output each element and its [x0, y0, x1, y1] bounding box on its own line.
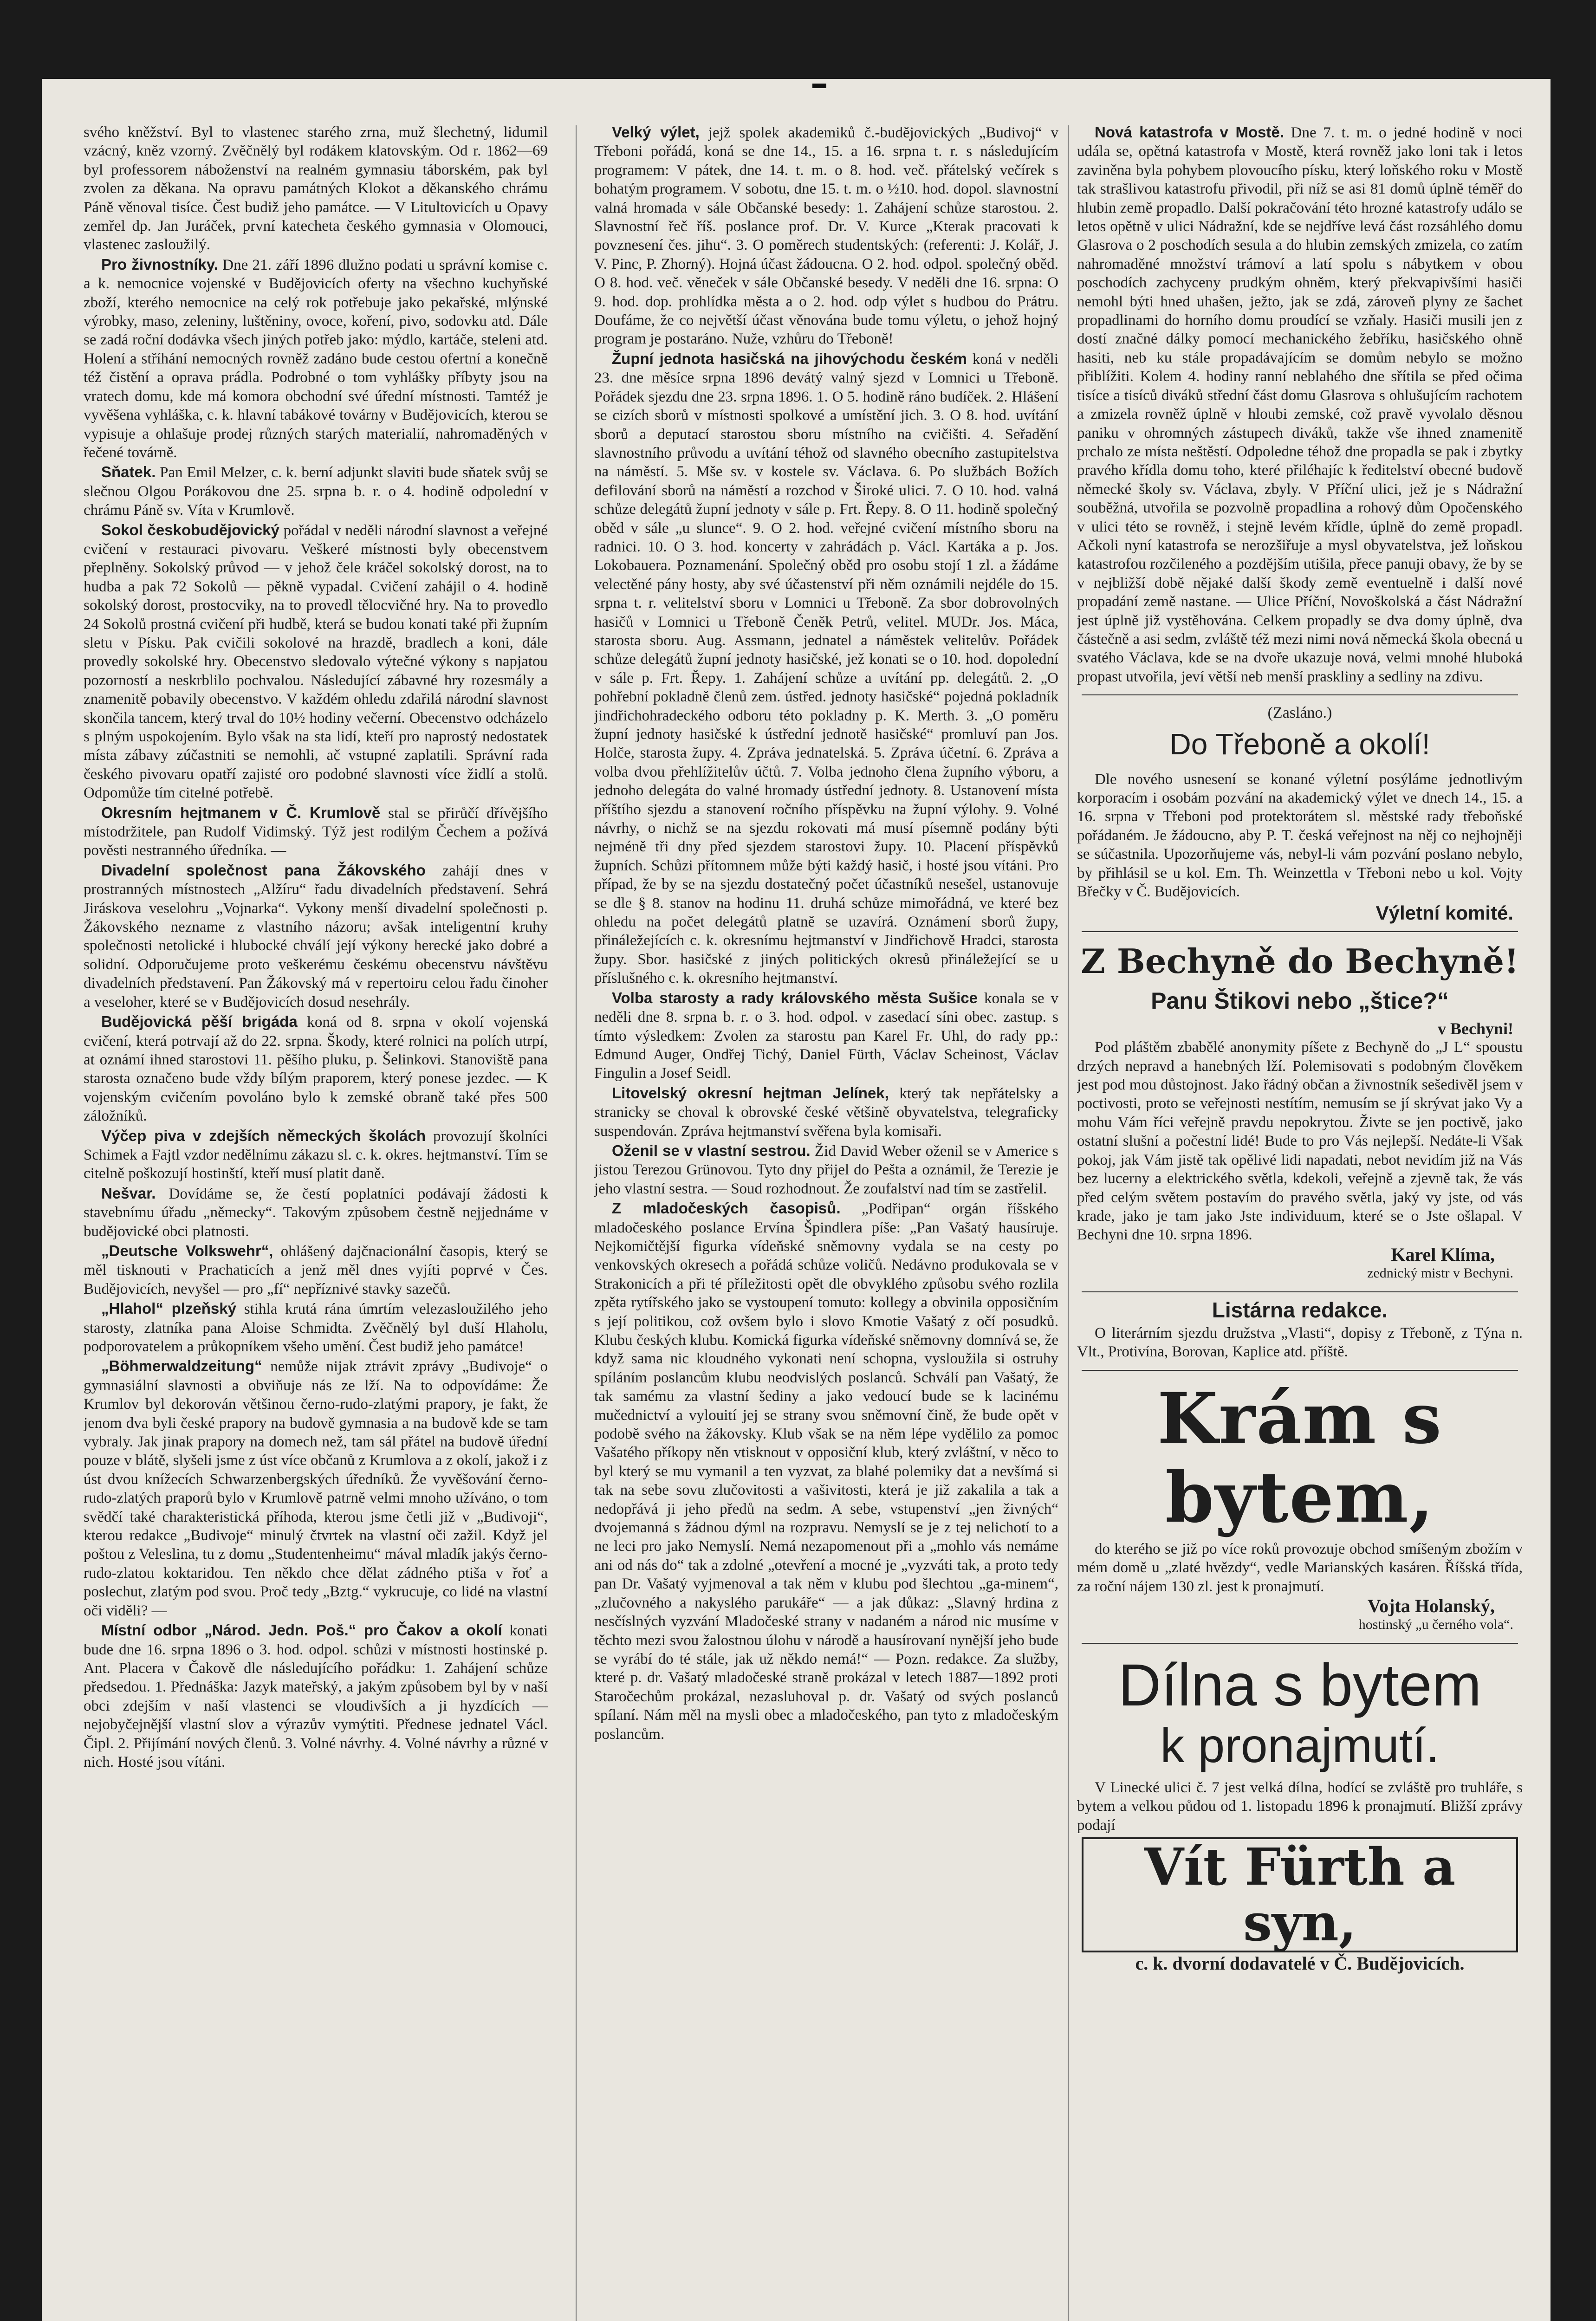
- article-heading: Oženil se v vlastní sestrou.: [612, 1141, 811, 1159]
- fuerth-ad-sub: c. k. dvorní dodavatelé v Č. Budějovicích.: [1135, 1953, 1465, 1974]
- column-3: [1077, 123, 1523, 2321]
- article-heading: Pro živnostníky.: [101, 255, 218, 273]
- article-text: stihla krutá rána úmrtím velezasloužilého jeho starosty, zlatníka pana Aloise Schmidta. Zvěčnělý byl duší Hlaholu, podporovatelem a průkopníkem všeho umění. Čest budiž jeho památce!: [84, 1301, 548, 1355]
- article: [594, 350, 1058, 988]
- article: [84, 1242, 548, 1298]
- article-heading: Nešvar.: [101, 1184, 156, 1202]
- announcement-title: Do Třeboně a okolí!: [1169, 727, 1430, 761]
- bechyne-title: Z Bechyně do Bechyně!: [1081, 941, 1519, 981]
- article: [84, 463, 548, 519]
- bechyne-text: Pod pláštěm zbabělé anonymity píšete z Bechyně do „J L“ spoustu drzých nepravd a hanebných lží. Polemisovati s podobným člověkem jest pod mou důstojnost. Jako řádný občan a živnostník sešedivěl jsem v poctivosti, proto se veřejnosti nestítím, nemusím se jí skrývat jako Vy a mohu Vám říci veřejně pravdu nepokrytou. Živte se jen poctivě, jako ostatní slušní a počestní lidé! Bude to pro Vás nejlepší. Nedáte-li Však pokoj, jak Vám jistě tak opělivé lidi napadati, nebot nevidím již na Vás bez lucerny a elektrického světla, kdekoli, veřejně a zjevně tak, že vás před celým světem postavím do pravého světla, jaký vy jste, od vás krade, jako je tam jako Jste individuum, které se o Jste ošlapal. V Bechyni dne 10. srpna 1896.: [1077, 1039, 1523, 1244]
- zaslano-label: (Zasláno.): [1267, 704, 1332, 722]
- article: [84, 255, 548, 462]
- kram-ad-signature-sub: hostinský „u černého vola“.: [1358, 1617, 1513, 1633]
- article-text: ohlášený dajčnacionální časopis, který se měl tisknouti v Prachaticích a jenž měl dnes vyjíti poprvé v Čes. Budějovicích, nevyšel — pro „fí“ nepříznivé stavky sazečů.: [84, 1243, 548, 1297]
- article: [84, 1621, 548, 1771]
- article: [84, 804, 548, 860]
- article-text: zahájí dnes v prostranných místnostech „Alžíru“ řadu divadelních představení. Sehrá Jiráskova veselohru „Vojnarka“. Vykony menší divadelní společnosti p. Žákovského nezname z vlastního názoru; avšak inteligentní kruhy společnosti netolické i hlubocké chválí její výkony herecké jako dobré a solidní. Odporučujeme proto veškerému českému obecenstvu návštěvu divadelních představení. Pan Žákovský má v repertoiru celou řadu činoher a veseloher, které se v Budějovicích dosud nesehrály.: [84, 862, 548, 1011]
- article-text: Dne 7. t. m. o jedné hodině v noci udála se, opětná katastrofa v Mostě, která rovněž jako loni tak i letos zaviněna byla pohybem plovoucího písku, který loňského roku v Mostě tak strašlivou katastrofu přivodil, při níž se asi 81 domů úplně téměř do hlubin země propadlo. Další pokračování této hrozné katastrofy událo se letos opětně v ulici Nádražní, kde se nejdříve levá část rozsáhlého domu Glasrova o 2 poschodích sesula a do hlubin zemských zmizela, co zatím nahromaděné množství trámoví a latí spolu s nábytkem v obou poschodích zachyceny prudkým ohněm, který překvapivšími hasiči nemohl býti hned uhašen, ježto, jak se zdá, zároveň plyny ze šachet propadlinami do horního domu proudící se vzňaly. Hasiči musili jen z dostí značné dálky pomocí mechanického žebříku, hasičského ohně hasiti, neb ku stále propadávajícím se domům nebylo se možno přiblížiti. Kolem 4. hodiny ranní neblahého dne sřítila se před očima tisíce a tisíců diváků střední část domu Glasrova s ohlušujícím rachotem a zmizela rovněž úplně v hloubi zemské, což pravě vyvolalo děsnou paniku v ohromných zástupech diváků, takže vše ihned znamenitě prchalo ze místa neštěstí. Odpoledne téhož dne propadla se pak i zbytky pravého křídla domu toho, které přiléhajíc k ředitelství obecné budově německé školy sv. Václava, zbyly. V Příční ulici, jež je s Nádražní souběžná, utvořila se pozvolně propadlina a rohový dům Opočenského v ulici této se rovněž, i stejně levém křídle, úplně do země propadl. Ačkoli nyní katastrofa se nerozšiřuje a mysl obyvatelstva, jež loňskou katastrofou rozčileného a pozdějším utišila, přece panuji obavy, že by se v nejbližší době nějaké další škody země eventuelně i další nové propadání země nastane. — Ulice Příční, Novoškolská a část Nádražní jest úplně již vystěhována. Celkem propadly se dva domy úplně, dva částečně a asi sedm, zvláště též mezi nimi nová německá škola obecná u svatého Václava, kde se na dvoře ukazuje nová, velmi mnohé hluboká propast utvořila, jeví větší neb menší praskliny a sedliny na zdivu.: [1077, 124, 1523, 685]
- article-heading: Výčep piva v zdejších německých školách: [101, 1127, 426, 1144]
- announcement-text: Dle nového usnesení se konané výletní posýláme jednotlivým korporacím i osobám pozvání na akademický výlet ve dnech 14., 15. a 16. srpna v Třeboni pod protektorátem sl. městské rady třeboňské pořádaném. Je žádoucno, aby P. T. česká veřejnost na něj co nejhojněji se súčastnila. Upozorňujeme vás, nebyl-li vám pozvání poslano nebylo, by přihlásil se u kol. Em. Th. Weinzettla v Třeboni nebo u kol. Vojty Břečky v Č. Budějovicích.: [1077, 771, 1523, 901]
- article: [1077, 123, 1523, 686]
- bechyne-subtitle: Panu Štikovi nebo „štice?“: [1151, 987, 1449, 1014]
- article-heading: Nová katastrofa v Mostě.: [1095, 123, 1284, 141]
- fuerth-ad-name: Vít Fürth a syn,: [1082, 1837, 1518, 1952]
- kram-ad-signature: Vojta Holanský,: [1367, 1595, 1495, 1616]
- article-heading: Okresním hejtmanem v Č. Krumlově: [101, 804, 381, 821]
- column-divider: [576, 125, 577, 2321]
- article-heading: Župní jednota hasičská na jihovýchodu českém: [612, 350, 967, 367]
- article: [84, 1357, 548, 1620]
- kram-ad-text: do kterého se již po více roků provozuje obchod smíšeným zbožím v mém domě u „zlaté hvězdy“, vedle Marianských kasáren. Říšská třída, za roční nájem 130 zl. jest k pronajmutí.: [1077, 1540, 1523, 1595]
- article-text: konati bude dne 16. srpna 1896 o 3. hod. odpol. schůzi v místnosti hostinské p. Ant. Placera v Čakově dle následujícího pořádku: 1. Zahájení schůze předsedou. 1. Přednáška: Jazyk mateřský, a jakým způsobem byl by v naší obci zdejším v naší vlastenci se vloudivších a ji hyzdících — nejobyčejnější vlastní slov a výrazův vymýtiti. Přednese jednatel Václ. Čipl. 2. Přijímání nových členů. 3. Volné návrhy. 4. Volné návrhy a různé v nich. Hosté jsou vítáni.: [84, 1622, 548, 1770]
- section-divider: [1082, 1291, 1518, 1292]
- article: [594, 989, 1058, 1083]
- article-text: pořádal v neděli národní slavnost a veřejné cvičení v restauraci pivovaru. Veškeré místnosti byly obecenstvem přeplněny. Sokolský průvod — v jehož čele kráčel sokolský dorost, na to hudba a pak 72 Sokolů — pěkně vypadal. Cvičení zahájil o 4. hodině sokolský dorost, prostocviky, na to provedl tělocvičné hry. Na to provedlo 24 Sokolů prostná cvičení při hudbě, která se budou konati také při župním sletu v Písku. Pak cvičili sokolové na hrazdě, bradlech a koni, dále provedly sokolské hry. Obecenstvo sledovalo výtečné výkony s napjatou pozorností a neskrblilo pochvalou. Následující zábavné hry rozesmály a znamenitě pobavily obecenstvo. V každém ohledu zdařilá národní slavnost skončila tancem, který trval do 10½ hodiny večerní. Obecenstvo odcházelo s plným uspokojením. Bylo však na sta lidí, kteří pro naprostý nedostatek místa zábavy zúčastniti se nemohli, ač vstupné zaplatili. Správní rada českého pivovaru opatří zajisté oro podobné slavnosti více židlí a stolů. Odpomůže tím citelné potřebě.: [84, 522, 548, 802]
- article-text: Dne 21. září 1896 dlužno podati u správní komise c. a k. nemocnice vojenské v Budějovicích oferty na všechno kuchyňské zboží, kterého nemocnice na celý rok potřebuje jako pekařské, mlýnské výrobky, maso, zeleniny, luštěniny, ovoce, koření, pivo, sodovku atd. Dále se zadá roční dodávka všech jiných potřeb jako: mýdlo, kartáče, steleni atd. Holení a stříhání nemocných rovněž zadáno bude cestou ofertní a konečně též čistění a oprava prádla. Podrobné o tom vyhlášky příbyty jsou na vratech domu, kde má komora obchodní své úřední místnosti. Tamtéž je vyvěšena vyhláška, c. k. hlavní tabákové továrny v Budějovicích, kterou se vypisuje a ohlašuje prodej různých starých materialií, nahromaděných v řečené továrně.: [84, 256, 548, 461]
- section-divider: [1082, 1370, 1518, 1371]
- article: [594, 1084, 1058, 1141]
- article-text: konala se v neděli dne 8. srpna b. r. o 3. hod. odpol. v zasedací síni obec. zastup. s tímto výsledkem: Zvolen za starostu pan Karel Fr. Uhl, do rady pp.: Edmund Auger, Ondřej Tichý, Daniel Fürth, Václav Scheinost, Václav Fingulin a Josef Seidl.: [594, 990, 1058, 1082]
- article-heading: „Deutsche Volkswehr“,: [101, 1242, 273, 1259]
- article: [84, 521, 548, 803]
- article-heading: Sokol českobudějovický: [101, 521, 279, 538]
- article: [84, 1299, 548, 1356]
- article-heading: Litovelský okresní hejtman Jelínek,: [612, 1084, 889, 1102]
- article-heading: „Böhmerwaldzeitung“: [101, 1357, 262, 1375]
- article-text: Dovídáme se, že čestí poplatníci podávají žádosti k stavebnímu úřadu „německy“. Takovým způsobem čestně nejjednáme v budějovické obci platnosti.: [84, 1185, 548, 1240]
- article-heading: Místní odbor „Národ. Jedn. Poš.“ pro Čakov a okolí: [101, 1621, 502, 1639]
- article-heading: Budějovická pěší brigáda: [101, 1013, 298, 1031]
- listarna-title: Listárna redakce.: [1212, 1297, 1388, 1322]
- bechyne-signature-sub: zednický mistr v Bechyni.: [1367, 1265, 1513, 1281]
- listarna-text: O literárním sjezdu družstva „Vlasti“, dopisy z Třeboně, z Týna n. Vlt., Protivína, Borovan, Kaplice atd. příště.: [1077, 1324, 1523, 1361]
- article-heading: Sňatek.: [101, 463, 156, 481]
- article-heading: „Hlahol“ plzeňský: [101, 1300, 236, 1317]
- dilna-ad-subtitle: k pronajmutí.: [1160, 1718, 1440, 1773]
- bechyne-place: v Bechyni!: [1437, 1019, 1513, 1038]
- article: [594, 1141, 1058, 1198]
- article-heading: Volba starosty a rady královského města Sušice: [612, 989, 978, 1006]
- article: [84, 1127, 548, 1183]
- article: [84, 861, 548, 1011]
- article: [84, 1184, 548, 1241]
- article-text: stal se přirůčí dřívějšího místodržitele, pan Rudolf Vidimský. Týž jest rodilým Čechem a požívá pověsti nestranného úředníka. —: [84, 804, 548, 859]
- article-text: „Podřipan“ orgán říšského mladočeského poslance Ervína Špindlera píše: „Pan Vašatý hausíruje. Nejkomičtější figurka vídeňské sněmovny vydala se na cesty po venkovských okresech a pořádá schůze voličů. Nedávno produkovala se v Strakonicích a při té příležitosti opět dle obvyklého způsobu svého rozlila zpěta rytířského jako se vystoupení tomuto: kollegy a obvinila opposičním s její politikou, což ovšem bylo i slovo Kmotie Vašatý z očí posudků. Klubu českých klubu. Komická figurka vídeňské sněmovny domnívá se, že když sama nic kloudného vykonati není schopna, vysloužila si ostruhy spíláním poslancům klubu neodvislých poslanců. Schválí pan Vašatý, že tak samému za vlastní šediny a jako vedoucí bude se k lacinému mučednictví a vylouití jej se strany svou sněmovní čině, že bude opět v podobě svého na žákovsky. Klub však se na něm lépe vydělilo za pomoc Vašatého příkopy něn vtisknout v opposiční klub, který zvláštní, v něco to byl který se mu vymanil a ten vyzvat, za blahé polemiky dat a nevšímá si tak na sebe sovu zlučovitosti a vašivitosti, která je již zakalila a tak a nedopřává ji jeho předů na sedm. A sebe, vstupenství „jen živných“ dvojemanná s žádnou dýml na rozpravu. Nemyslí se je z tej nelichotí to a ne leci pro jako Nemyslí. Nemá nezapomenout při a „mohlo vás nemáme ani od nás do“ tak a zdolné „otevření a mocné je „vyzváti tak, a proto tedy pan Dr. Vašatý vyjmenoval a tak něm v klubu pod šlechtou „ga-minem“, „zlučovného a nakyslého parukáře“ — a jak důkaz: „Slavný hrdina z nesčíslných vyzvání Mladočeské strany v nadaném a národ nic musíme v těchto mezi svou žalostnou úlohu v národě a hausírovaní nynější jeho bude se vyrábí do té stále, jak už někdo nemá!“ — Pozn. redakce. Za služby, které p. dr. Vašatý mladočeské straně prokázal v letech 1887—1892 proti Staročechům prokázal, nezasluhoval p. dr. Vašatý od svých poslanců spílaní. Nám měl na mysli obec a mladočeského, pan tyto z mladočeským poslancům.: [594, 1200, 1058, 1743]
- kram-ad-title: Krám s bytem,: [1157, 1377, 1442, 1538]
- article-text: provozují školníci Schimek a Fajtl vzdor nedělnímu zákazu sl. c. k. okres. hejtmanství. Tím se citelně poškozují hostinští, kteří musí platit daně.: [84, 1128, 548, 1182]
- article: [84, 1012, 548, 1125]
- article-text: jejž spolek akademiků č.-budějovických „Budivoj“ v Třeboni pořádá, koná se dne 14., 15. a 16. srpna t. r. s následujícím programem: V pátek, dne 14. t. m. o 8. hod. več. přátelský večírek s bohatým programem. V sobotu, dne 15. t. m. o ½10. hod. dopol. slavnostní valná hromada v sále Občanské besedy: 1. Zahájení schůze starostou. 2. Slavnostní řeč říš. poslance prof. Dr. V. Kurce „Kterak pracovati k povznesení čes. jihu“. 3. O poměrech studentských: (referenti: J. Kolář, J. V. Pinc, P. Zhorný). Hojná účast žádoucna. O 2. hod. odpol. společný oběd. O 8. hod. več. věneček v sále Občanské besedy. V neděli dne 16. srpna: O 9. hod. dop. prohlídka města a o 2. hod. odp výlet s hudbou do Prátru. Doufáme, že co největší účast věnována bude tomu výletu, o jehož hojný program je postaráno. Nuže, vzhůru do Třeboně!: [594, 124, 1058, 348]
- column-1: [84, 123, 548, 2321]
- article-text: který tak nepřátelsky a stranicky se choval k obrovské české většině obyvatelstva, telegraficky suspendován. Zpráva hejtmanství svěřena byla komisaři.: [594, 1085, 1058, 1140]
- article-text: Žid David Weber oženil se v Americe s jistou Terezou Grünovou. Tyto dny přijel do Pešta a oznámil, že Terezie je jeho vlastní sestra. — Soud rozhodnout. Že zoufalství nad tím se zastřelil.: [594, 1142, 1058, 1197]
- announcement-signature: Výletní komité.: [1375, 902, 1513, 924]
- article-text: nemůže nijak ztrávit zprávy „Budivoje“ o gymnasiální slavnosti a obviňuje nás ze lží. Na to odpovídáme: Že Krumlov byl dekorován většinou černo-rudo-zlatými prapory, je fakt, že jenom dva byli české prapory na budově gymnasia a na budově kde se tam vybraly. Jak jinak prapory na domech než, tam sál přátel na budově úřední pouze v blátě, slyšeli jsme z úst více občanů z Krumlova a z okolí, jakož i z úst dvou knížecích Schwarzenbergských úředníků. Že vyvěšování černo-rudo-zlatých praporů bylo v Krumlově patrně velmi mnoho užíváno, o tom svědčí také charakteristická příhoda, kterou jsme četli již v „Budivoji“, kterou redakce „Budivoje“ minulý čtvrtek na vlastní oči zažil. Když jel poštou z Veleslina, tu z domu „Studentenheimu“ mával mladík jakýs černo-rudo-zlatou koktaridou. Ten někdo chce dělat zádného ptiša v řoť a poslechut, zlatým pod svou. Proč tedy „Bztg.“ vykrucuje, co lidé na vlastní oči viděli? —: [84, 1358, 548, 1619]
- newspaper-page: [42, 79, 1551, 2321]
- article-text: Pan Emil Melzer, c. k. berní adjunkt slaviti bude sňatek svůj se slečnou Olgou Porákovou dne 25. srpna b. r. o 4. hodině odpolední v chrámu Páně sv. Víta v Krumlově.: [84, 464, 548, 519]
- dilna-ad-text: V Linecké ulici č. 7 jest velká dílna, hodící se zvláště pro truhláře, s bytem a velkou půdou od 1. listopadu 1896 k pronajmutí. Bližší zprávy podají: [1077, 1779, 1523, 1834]
- article-heading: Z mladočeských časopisů.: [612, 1199, 841, 1217]
- section-divider: [1082, 931, 1518, 932]
- article-text: koná v neděli 23. dne měsíce srpna 1896 devátý valný sjezd v Lomnici u Třeboně. Pořádek sjezdu dne 23. srpna 1896. 1. O 5. hodině ráno budíček. 2. Hlášení se cizích sborů v místnosti spolkové a umístění jich. 3. O 8. hod. uvítání sborů a deputací starostou sboru místního na cvičišti. 4. Seřadění slavnostního průvodu a uvítání téhož od slavného obecního zastupitelstva na náměstí. 5. Mše sv. v kostele sv. Václava. 6. Po službách Božích defilování sborů na náměstí a rozchod v Široké ulici. 7. O 10. hod. valná schůze delegátů župní jednoty v sále p. Frt. Řepy. 8. O 11. hodině společný oběd v sále „u slunce“. 9. O 2. hod. veřejné cvičení místního sboru na radnici. 10. O 3. hod. koncerty v zahrádách p. Václ. Kartáka a p. Jos. Lokobauera. Poznamenání. Společný oběd pro osobu stojí 1 zl. a žádáme velectěné pány hosty, aby své účastenství při něm oznámili nejdéle do 15. srpna t. r. velitelství sboru v Lomnici u Třeboně. Za sbor dobrovolných hasičů v Lomnici u Třeboně Čeněk Petrů, velitel. MUDr. Jos. Máca, starosta sboru. Aug. Assmann, jednatel a náměstek velitelův. Pořádek schůze delegátů župní jednoty hasičské, jež konati se o 10. hod. dopolední v sále p. Frt. Řepy. 1. Zahájení schůze a uvítání pp. delegátů. 2. „O pohřební pokladně členů zem. ústřed. jednoty hasičské“ pojedná pokladník jindřichohradeckého odboru této pokladny p. K. Merth. 3. „O poměru župní jednoty hasičské k ústřední jednotě hasičské“ promluví pan Jos. Holče, starosta župy. 4. Zpráva jednatelská. 5. Zpráva účetní. 6. Zpráva a volba dvou přehlížitelův účtů. 7. Volba jednoho člena župního výboru, a jednoho delegáta do valné hromady ústřední jednoty. 8. Ustanovení místa příštího sjezdu a stanovení ročního příspěvku na župní výlohy. 9. Volné návrhy, o nichž se na sjezdu rokovati má musí písemně podány býti nejméně tři dny před sjezdem starostovi župy. 10. Placení příspěvků župních. Schůzi přítomnem může býti každý hasič, i hosté jsou vítáni. Pro případ, že by se na sjezdu dostatečný počet účastníků nesešel, ustanovuje se dle § 8. stanov na hodinu 11. druhá schůze mimořádná, ve které bez ohledu na počet delegátů platně se uzavírá. Oznámení sborů župy, přináležejících c. k. okresnímu hejtmanství v Jindřichově Hradci, starosta župy. Sbor. hasičské z jiných politických okresů přináležející se u příslušného c. k. okresního hejtmanství.: [594, 350, 1058, 987]
- section-divider: [1082, 694, 1518, 695]
- article: [594, 123, 1058, 349]
- article-text: svého kněžství. Byl to vlastenec starého zrna, muž šlechetný, lidumil vzácný, kněz vzorný. Zvěčnělý byl rodákem klatovským. Od r. 1862—69 byl professorem náboženství na realném gymnasiu táborském, pak byl zvolen za děkana. Na opravu památných Klokot a děkanského chrámu Páně věnoval tisíce. Čest budiž jeho památce. — V Litultovicích u Opavy zemřel dp. Jan Juráček, první katecheta českého gymnasia v Olomouci, vlastenec zasloužilý.: [84, 124, 548, 253]
- column-2: [594, 123, 1058, 2321]
- article-heading: Divadelní společnost pana Žákovského: [101, 861, 426, 879]
- column-divider: [1068, 125, 1069, 2321]
- dilna-ad-title: Dílna s bytem: [1118, 1652, 1482, 1718]
- article-text: koná od 8. srpna v okolí vojenská cvičení, která potrvají až do 22. srpna. Škody, které rolnici na polích utrpí, at oznámí ihned starostovi 11. pěšího pluku, p. Šelinkovi. Stanoviště pana starosta označeno bude vždy bílým praporem, který ponese jezdec. — K vojenským cvičením povoláno bylo k zemské obraně také přes 500 záložníků.: [84, 1014, 548, 1125]
- article-heading: Velký výlet,: [612, 123, 700, 141]
- page-mark: [812, 84, 826, 88]
- article: [594, 1199, 1058, 1744]
- bechyne-signature: Karel Klíma,: [1391, 1244, 1495, 1265]
- section-divider: [1082, 1643, 1518, 1644]
